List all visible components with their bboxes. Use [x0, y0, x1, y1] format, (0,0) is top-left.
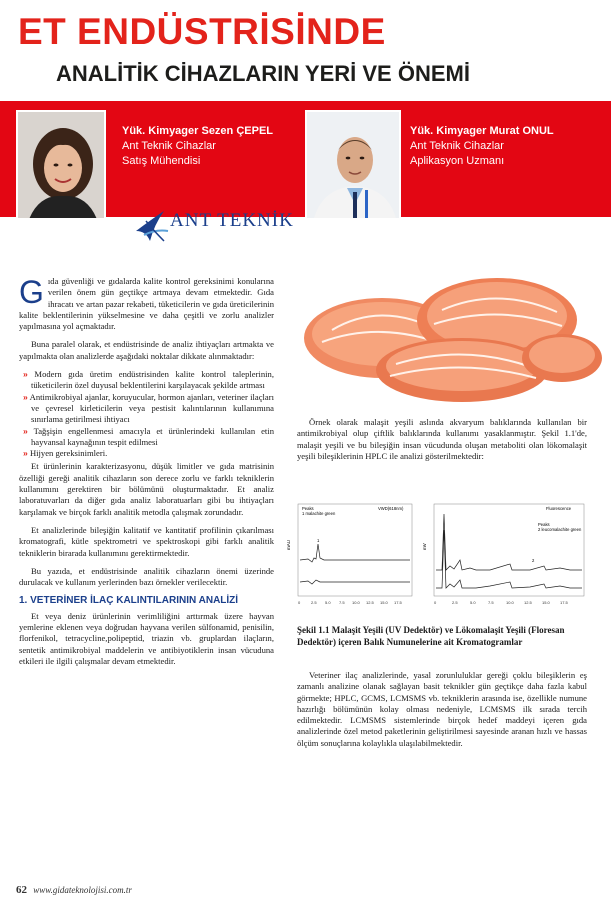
salmon-steaks-image	[292, 260, 608, 410]
x-tick: 0	[434, 600, 437, 605]
x-tick: 7.5	[488, 600, 494, 605]
channel-label: VWD(618nm)	[378, 506, 404, 511]
left-column	[19, 276, 274, 674]
chromatogram-fluorescence	[420, 500, 590, 612]
x-tick: 15.0	[380, 600, 388, 605]
legend-peaks: Peaks	[538, 522, 550, 527]
page-number: 62	[16, 884, 27, 896]
paragraph: Bu yazıda, et endüstrisinde analitik cihazların önemi üzerinde durulacak ve kullanım yerlerinden bazı örnekler verilecektir.	[19, 565, 274, 588]
list-item	[19, 448, 274, 459]
page-title: ET ENDÜSTRİSİNDE	[18, 11, 386, 52]
x-tick: 17.5	[560, 600, 568, 605]
x-tick: 12.5	[366, 600, 374, 605]
bullet-text: Antimikrobiyal ajanlar, koruyucular, hormon ajanları, veteriner ilaçları ve çevresel kirleticilerin veya pestisit kalıntılarının kullanımına sınırlama getirilmesi ihtiyacı	[29, 391, 274, 425]
author-role: Satış Mühendisi	[122, 155, 201, 167]
intro-text: ıda güvenliği ve gıdalarda kalite kontrol gereksinimi konularına verilen önem gün geçtikçe artmaya devam etmektedir. Gıda ihracatı ve artan pazar rekabeti, tüketicilerin ve gıda üreticilerinin kalite beklentilerinin yükselmesine ve daha çeşitli ve zorlu analizler yapılmasına yol açmaktadır.	[19, 276, 274, 332]
arrow-bullet-icon: »	[23, 369, 28, 380]
peak-label: 1	[317, 538, 320, 543]
right-column-top	[297, 417, 587, 469]
author-name: Yük. Kimyager Sezen ÇEPEL	[122, 125, 273, 137]
logo-text: ANT TEKNİK	[170, 210, 294, 231]
y-axis-label: mAU	[286, 540, 291, 550]
right-column-bottom	[297, 670, 587, 756]
paragraph: Et veya deniz ürünlerinin verimliliğini arttırmak üzere hayvan yemlerine eklenen veya doğrudan hayvana verilen sülfonamid, penisilin, florfenikol, tetracycline,polipeptid, triazin vb. gruplardan ilaçların, sentetik antimikrobiyal maddelerin ve antibiyotiklerin insan vücuduna etkileri ile ilgili çalışmalar devam etmektedir.	[19, 610, 274, 666]
arrow-bullet-icon: »	[23, 391, 28, 402]
bullet-text: Hijyen gereksinimleri.	[29, 448, 108, 459]
author-photo-2	[305, 110, 401, 220]
x-tick: 12.5	[524, 600, 532, 605]
channel-label: Fluorescence	[546, 506, 572, 511]
x-tick: 2.5	[311, 600, 317, 605]
author-company: Ant Teknik Cihazlar	[122, 140, 216, 152]
paragraph: Veteriner ilaç analizlerinde, yasal zorunluluklar gereği çoklu bileşiklerin eş zamanlı analizine olanak sağlayan basit teknikler gün geçtikçe daha fazla kabul görmekte; HPLC, GCMS, LCMSMS vb. tekniklerin arasında ise, özellikle numune hazırlığı bölümünün kolay olması nedeniyle, LCMSMS ilk sırada tercih edilmektedir. LCMSMS sistemlerinde birçok hedef maddeyi içeren gıda analizlerinde özel metod paketlerinin geliştirilmesi sayesinde aranan hızlı ve hassas ölçüm sonuçlarına kolaylıkla ulaşılabilmektedir.	[297, 670, 587, 748]
legend-peak-name: 1 malachite green	[302, 511, 336, 516]
intro-paragraph	[19, 276, 274, 332]
x-tick: 5.0	[325, 600, 331, 605]
section-heading: 1. VETERİNER İLAÇ KALINTILARININ ANALİZİ	[19, 595, 239, 607]
paragraph: Buna paralel olarak, et endüstrisinde de analiz ihtiyaçları artmakta ve yapılmakta olan analizlerde aşağıdaki noktalar dikkate alınmaktadır:	[19, 339, 274, 361]
bullet-text: Tağşişin engellenmesi amacıyla et ürünlerindeki kullanılan etin hayvansal kaynağının tespit edilmesi	[31, 425, 274, 447]
x-tick: 5.0	[470, 600, 476, 605]
author-info-1	[122, 124, 273, 169]
arrow-bullet-icon: »	[23, 448, 28, 459]
y-axis-label: mV	[422, 543, 427, 550]
page-footer	[16, 884, 132, 896]
x-tick: 10.0	[352, 600, 360, 605]
bullet-text: Modern gıda üretim endüstrisinden kalite kontrol taleplerinin, tüketicilerin özel duyusal beklentilerini karşılayacak şekilde artması	[31, 369, 274, 391]
legend-peak-name: 2 leucomalachite green	[538, 527, 582, 532]
author-name: Yük. Kimyager Murat ONUL	[410, 125, 554, 137]
author-role: Aplikasyon Uzmanı	[410, 155, 505, 167]
paragraph: Örnek olarak malaşit yeşili aslında akvaryum balıklarında kullanılan bir antimikrobiyal olup çiftlik balıklarında kullanımı yasaklanmıştır. Şekil 1.1'de, malaşit yeşili ve bu bileşiğin insan vücudunda oluşan metaboliti olan lökomalaşit yeşili bileşiklerinin HPLC ile analizi gösterilmektedir:	[297, 417, 587, 461]
bullet-list	[19, 369, 274, 459]
chromatogram-uv	[286, 500, 414, 612]
figure-caption: Şekil 1.1 Malaşit Yeşili (UV Dedektör) ve Lökomalaşit Yeşili (Floresan Dedektör) içeren Balık Numunelerine ait Kromatogramlar	[297, 625, 565, 647]
legend-peaks: Peaks	[302, 506, 314, 511]
x-tick: 17.5	[394, 600, 402, 605]
list-item	[19, 392, 274, 426]
author-photo-1	[16, 110, 106, 220]
page-subtitle: ANALİTİK CİHAZLARIN YERİ VE ÖNEMİ	[56, 61, 470, 86]
x-tick: 0	[298, 600, 301, 605]
x-tick: 15.0	[542, 600, 550, 605]
peak-label: 2	[532, 558, 535, 563]
paragraph: Et ürünlerinin karakterizasyonu, düşük limitler ve gıda matrisinin özelliği gereği analitik cihazların son derece zorlu ve farklı tekniklerin kullanımını gerektiren bir bölümünü oluşturmaktadır. Et analiz laboratuvarları da diğer gıda analiz laboratuarları gibi bu ihtiyaçları karşılamak ve birçok farklı analitik metodla çalışmak zorundadır.	[19, 461, 274, 517]
x-tick: 2.5	[452, 600, 458, 605]
author-company: Ant Teknik Cihazlar	[410, 140, 504, 152]
list-item	[19, 369, 274, 392]
arrow-bullet-icon: »	[23, 425, 28, 436]
x-tick: 10.0	[506, 600, 514, 605]
paragraph: Et analizlerinde bileşiğin kalitatif ve kantitatif profilinin çıkarılması kromatografi, kütle spektrometri ve spektroskopi gibi farklı analitik tekniklerin birarada kullanımını gerektirmektedir.	[19, 524, 274, 558]
footer-url: www.gidateknolojisi.com.tr	[33, 885, 132, 895]
x-tick: 7.5	[339, 600, 345, 605]
author-info-2	[410, 124, 554, 169]
list-item	[19, 426, 274, 449]
drop-cap: G	[19, 274, 44, 310]
